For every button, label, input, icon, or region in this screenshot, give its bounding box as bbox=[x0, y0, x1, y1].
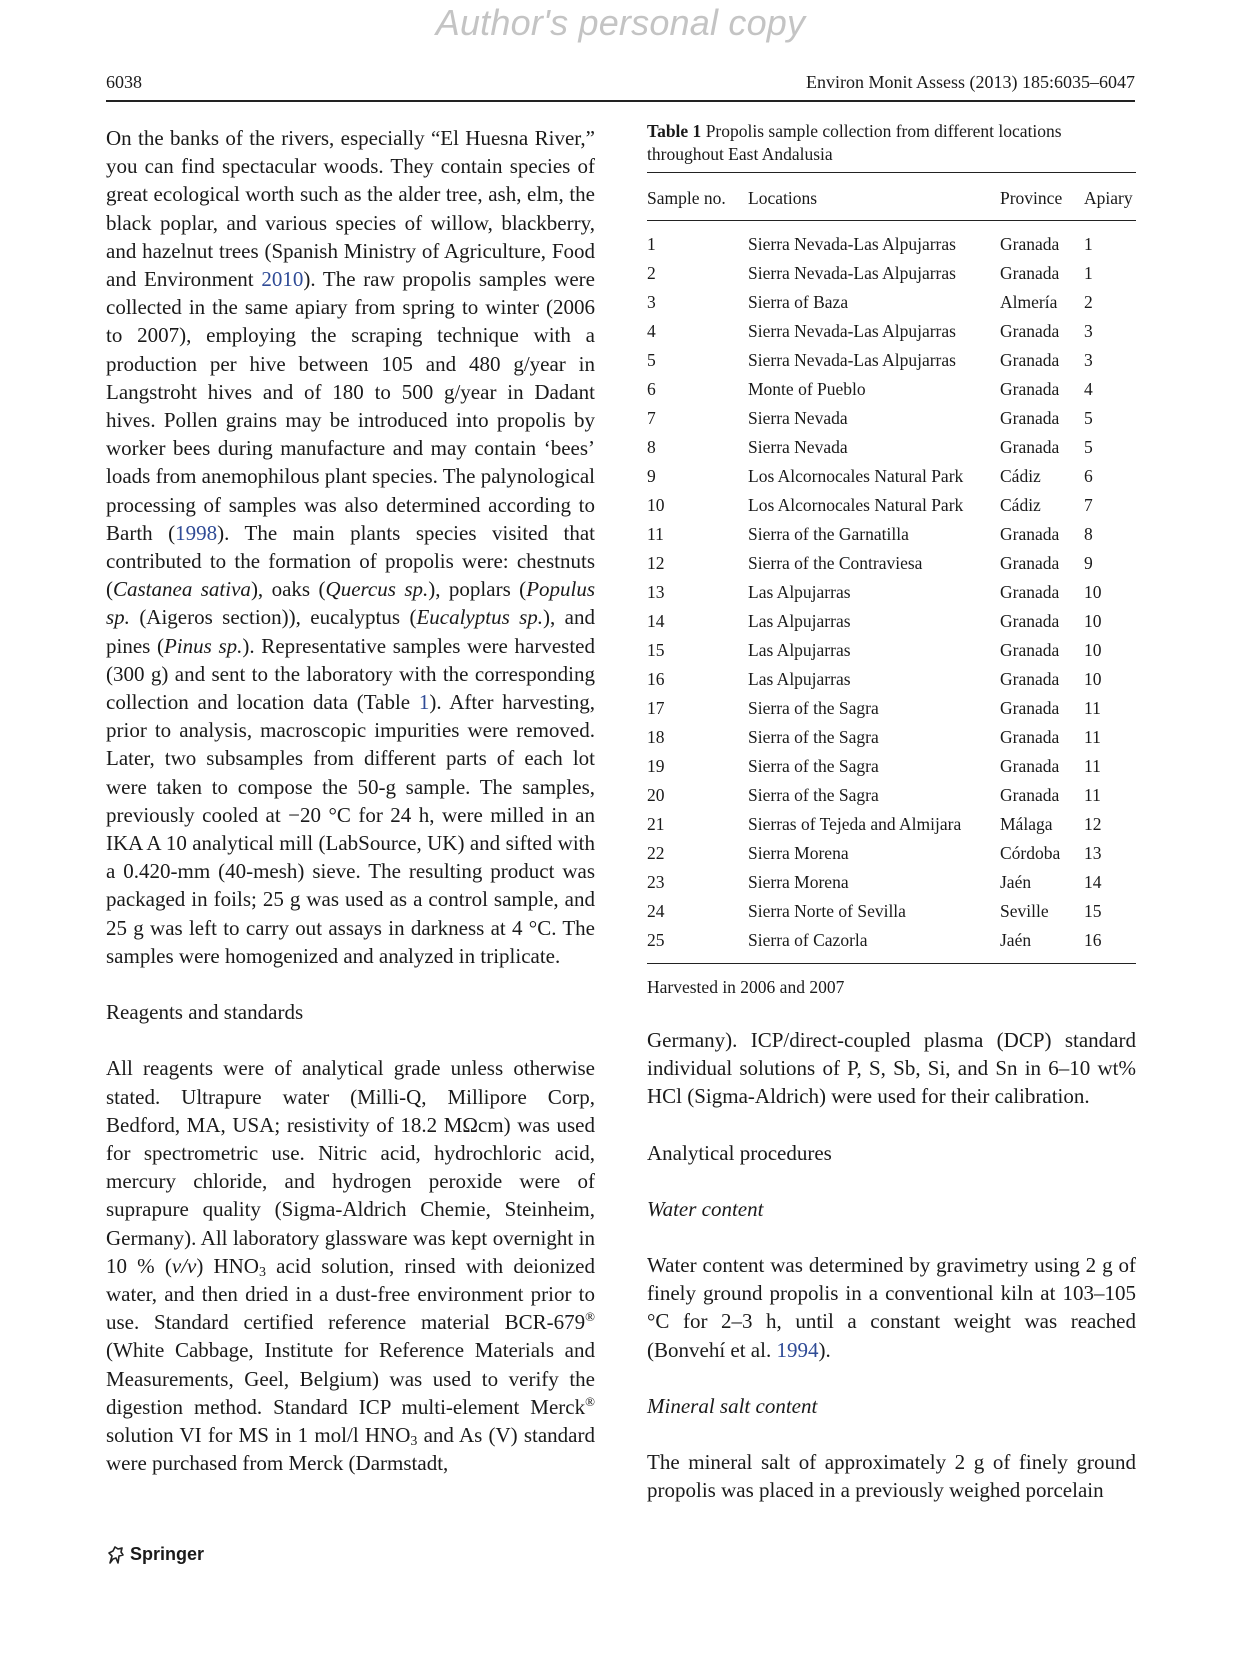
cell-province: Almería bbox=[1000, 292, 1058, 312]
paragraph-reagents: All reagents were of analytical grade unless otherwise stated. Ultrapure water (Milli-Q, Millipore Corp, Bedford, MA, USA; resistivity of 18.2 MΩcm) was used for spectrometric use. Nitric acid, hydrochloric acid, mercury chloride, and hydrogen peroxide were of suprapure quality (Sigma-Aldrich Chemie, Steinheim, Germany). All laboratory glassware was kept overnight in 10 % (v/v) $HNO_3$ acid solution, rinsed with deionized water, and then dried in a dust-free environment prior to use. Standard certified reference material BCR-679® (White Cabbage, Institute for Reference Materials and Measurements, Geel, Belgium) was used to verify the digestion method. Standard ICP multi-element Merck® solution VI for MS in 1 mol/l $HNO_3$ and As (V) standard were purchased from Merck (Darmstadt, bbox=[106, 1056, 595, 1476]
cell-apiary: 14 bbox=[1084, 872, 1102, 892]
cell-province: Granada bbox=[1000, 263, 1060, 283]
cell-province: Granada bbox=[1000, 408, 1060, 428]
cell-sample-no: 19 bbox=[647, 756, 665, 776]
cell-sample-no: 12 bbox=[647, 553, 665, 573]
cell-sample-no: 9 bbox=[647, 466, 656, 486]
cell-location: Los Alcornocales Natural Park bbox=[748, 466, 964, 486]
species-name: Castanea sativa bbox=[113, 577, 251, 602]
table-row bbox=[647, 375, 1136, 404]
cell-location: Sierra of the Sagra bbox=[748, 727, 879, 747]
cell-apiary: 12 bbox=[1084, 814, 1102, 834]
table-rule-top bbox=[647, 172, 1136, 173]
cell-province: Seville bbox=[1000, 901, 1049, 921]
table-footnote: Harvested in 2006 and 2007 bbox=[647, 977, 845, 997]
table-row bbox=[647, 549, 1136, 578]
cell-sample-no: 11 bbox=[647, 524, 664, 544]
table-row bbox=[647, 491, 1136, 520]
cell-location: Sierra Norte of Sevilla bbox=[748, 901, 906, 921]
table-row bbox=[647, 317, 1136, 346]
species-name: Quercus sp. bbox=[325, 577, 429, 602]
cell-apiary: 10 bbox=[1084, 669, 1102, 689]
paragraph-study-area: On the banks of the rivers, especially “El Huesna River,” you can find spectacular woods. They contain species of great ecological worth such as the alder tree, ash, elm, the black poplar, and various species of willow, blackberry, and hazelnut trees (Spanish Ministry of Agriculture, Food and Environment 2010). The raw propolis samples were collected in the same apiary from spring to winter (2006 to 2007), employing the scraping technique with a production per hive between 105 and 480 g/year in Langstroht hives and of 180 to 500 g/year in Dadant hives. Pollen grains may be introduced into propolis by worker bees during manufacture and may contain ‘bees’ loads from anemophilous plant species. The palynological processing of samples was also determined according to Barth (1998). The main plants species visited that contributed to the formation of propolis were: chestnuts (Castanea sativa), oaks (Quercus sp.), poplars (Populus sp. (Aigeros section)), eucalyptus (Eucalyptus sp.), and pines (Pinus sp.). Representative samples were harvested (300 g) and sent to the laboratory with the corresponding collection and location data (Table 1). After harvesting, prior to analysis, macroscopic impurities were removed. Later, two subsamples from different parts of each lot were taken to compose the 50-g sample. The samples, previously cooled at −20 °C for 24 h, were milled in an IKA A 10 analytical mill (LabSource, UK) and sifted with a 0.420-mm (40-mesh) sieve. The resulting product was packaged in foils; 25 g was used as a control sample, and 25 g was left to carry out assays in darkness at 4 °C. The samples were homogenized and analyzed in triplicate. bbox=[106, 126, 596, 968]
cell-sample-no: 5 bbox=[647, 350, 656, 370]
paragraph-water-content: Water content was determined by gravimetry using 2 g of finely ground propolis in a conventional kiln at 103–105 °C for 2–3 h, until a constant weight was reached (Bonvehí et al. 1994). bbox=[647, 1253, 1136, 1362]
cell-sample-no: 20 bbox=[647, 785, 665, 805]
cell-location: Las Alpujarras bbox=[748, 582, 851, 602]
cell-sample-no: 8 bbox=[647, 437, 656, 457]
cell-province: Jaén bbox=[1000, 872, 1032, 892]
cell-location: Sierra of the Sagra bbox=[748, 756, 879, 776]
page-number: 6038 bbox=[106, 72, 142, 92]
cell-sample-no: 6 bbox=[647, 379, 656, 399]
cell-location: Sierra Morena bbox=[748, 843, 849, 863]
cell-province: Granada bbox=[1000, 524, 1060, 544]
journal-citation: Environ Monit Assess (2013) 185:6035–6047 bbox=[805, 72, 1135, 92]
cell-province: Córdoba bbox=[1000, 843, 1061, 863]
cell-apiary: 1 bbox=[1084, 263, 1093, 283]
left-column bbox=[106, 124, 595, 1477]
cell-sample-no: 2 bbox=[647, 263, 656, 283]
table-row bbox=[647, 433, 1136, 462]
cell-province: Granada bbox=[1000, 669, 1060, 689]
paragraph-mineral-salt: The mineral salt of approximately 2 g of finely ground propolis was placed in a previously weighed porcelain bbox=[647, 1450, 1136, 1503]
table-rule-mid bbox=[647, 220, 1136, 221]
table-row bbox=[647, 346, 1136, 375]
cell-sample-no: 7 bbox=[647, 408, 656, 428]
table-row bbox=[647, 578, 1136, 607]
column-header-apiary: Apiary bbox=[1084, 187, 1133, 208]
cell-apiary: 5 bbox=[1084, 437, 1093, 457]
table-link[interactable]: 1 bbox=[418, 690, 430, 715]
cell-apiary: 6 bbox=[1084, 466, 1093, 486]
cell-province: Granada bbox=[1000, 582, 1060, 602]
cell-apiary: 16 bbox=[1084, 930, 1102, 950]
section-heading-reagents: Reagents and standards bbox=[106, 1000, 304, 1025]
table-row bbox=[647, 462, 1136, 491]
citation-link[interactable]: 1998 bbox=[175, 520, 218, 545]
cell-apiary: 11 bbox=[1084, 727, 1101, 747]
table-row bbox=[647, 520, 1136, 549]
cell-province: Granada bbox=[1000, 698, 1060, 718]
springer-horse-icon bbox=[106, 1545, 126, 1565]
cell-location: Monte of Pueblo bbox=[748, 379, 866, 399]
table-rule-bottom bbox=[647, 963, 1136, 964]
cell-province: Granada bbox=[1000, 379, 1060, 399]
cell-province: Granada bbox=[1000, 611, 1060, 631]
cell-location: Sierra of Baza bbox=[748, 292, 849, 312]
column-header-province: Province bbox=[1000, 187, 1063, 208]
cell-province: Granada bbox=[1000, 727, 1060, 747]
table-row bbox=[647, 665, 1136, 694]
cell-sample-no: 23 bbox=[647, 872, 665, 892]
cell-apiary: 10 bbox=[1084, 640, 1102, 660]
cell-apiary: 9 bbox=[1084, 553, 1093, 573]
table-row bbox=[647, 607, 1136, 636]
cell-location: Las Alpujarras bbox=[748, 669, 851, 689]
cell-sample-no: 14 bbox=[647, 611, 665, 631]
cell-apiary: 4 bbox=[1084, 379, 1093, 399]
cell-sample-no: 17 bbox=[647, 698, 665, 718]
cell-apiary: 2 bbox=[1084, 292, 1093, 312]
cell-location: Sierra Morena bbox=[748, 872, 849, 892]
cell-sample-no: 22 bbox=[647, 843, 665, 863]
table-row bbox=[647, 868, 1136, 897]
cell-apiary: 8 bbox=[1084, 524, 1093, 544]
watermark: Author's personal copy bbox=[435, 2, 806, 43]
table-row bbox=[647, 288, 1136, 317]
cell-location: Las Alpujarras bbox=[748, 611, 851, 631]
cell-location: Sierra of the Contraviesa bbox=[748, 553, 923, 573]
cell-apiary: 5 bbox=[1084, 408, 1093, 428]
cell-sample-no: 4 bbox=[647, 321, 656, 341]
cell-sample-no: 25 bbox=[647, 930, 665, 950]
table-row bbox=[647, 810, 1136, 839]
cell-province: Granada bbox=[1000, 437, 1060, 457]
cell-apiary: 10 bbox=[1084, 611, 1102, 631]
publisher-name: Springer bbox=[130, 1544, 205, 1564]
cell-location: Sierra Nevada-Las Alpujarras bbox=[748, 350, 956, 370]
cell-apiary: 3 bbox=[1084, 321, 1093, 341]
cell-sample-no: 13 bbox=[647, 582, 665, 602]
cell-apiary: 13 bbox=[1084, 843, 1102, 863]
cell-location: Sierra of the Sagra bbox=[748, 785, 879, 805]
cell-sample-no: 10 bbox=[647, 495, 665, 515]
cell-location: Sierra Nevada bbox=[748, 408, 848, 428]
cell-province: Granada bbox=[1000, 640, 1060, 660]
cell-sample-no: 16 bbox=[647, 669, 665, 689]
cell-location: Sierra of the Sagra bbox=[748, 698, 879, 718]
publisher-logo bbox=[106, 1544, 204, 1565]
subheading-water-content: Water content bbox=[647, 1196, 764, 1221]
table-header bbox=[647, 185, 1136, 211]
cell-apiary: 7 bbox=[1084, 495, 1093, 515]
cell-province: Jaén bbox=[1000, 930, 1032, 950]
cell-province: Cádiz bbox=[1000, 466, 1041, 486]
table-row bbox=[647, 897, 1136, 926]
table-row bbox=[647, 636, 1136, 665]
cell-location: Los Alcornocales Natural Park bbox=[748, 495, 964, 515]
citation-link[interactable]: 2010 bbox=[261, 267, 304, 292]
table-row bbox=[647, 723, 1136, 752]
cell-province: Granada bbox=[1000, 321, 1060, 341]
header-rule bbox=[106, 100, 1135, 102]
cell-sample-no: 18 bbox=[647, 727, 665, 747]
cell-sample-no: 1 bbox=[647, 234, 656, 254]
cell-apiary: 11 bbox=[1084, 785, 1101, 805]
cell-sample-no: 21 bbox=[647, 814, 665, 834]
table-row bbox=[647, 781, 1136, 810]
cell-province: Granada bbox=[1000, 350, 1060, 370]
cell-province: Granada bbox=[1000, 234, 1060, 254]
cell-province: Cádiz bbox=[1000, 495, 1041, 515]
species-name: Populus sp. bbox=[106, 577, 596, 630]
column-header-sample: Sample no. bbox=[647, 187, 726, 208]
subheading-mineral-salt: Mineral salt content bbox=[647, 1393, 818, 1418]
table-caption: Table 1 Propolis sample collection from different locations throughout East Andalusia bbox=[647, 121, 1062, 164]
cell-location: Sierra of Cazorla bbox=[748, 930, 868, 950]
right-column bbox=[647, 1026, 1136, 1504]
table-row bbox=[647, 926, 1136, 955]
cell-location: Las Alpujarras bbox=[748, 640, 851, 660]
cell-location: Sierra Nevada-Las Alpujarras bbox=[748, 321, 956, 341]
cell-province: Granada bbox=[1000, 553, 1060, 573]
cell-sample-no: 15 bbox=[647, 640, 665, 660]
cell-apiary: 11 bbox=[1084, 756, 1101, 776]
table-row bbox=[647, 230, 1136, 259]
cell-location: Sierras of Tejeda and Almijara bbox=[748, 814, 962, 834]
cell-apiary: 15 bbox=[1084, 901, 1102, 921]
cell-location: Sierra of the Garnatilla bbox=[748, 524, 909, 544]
section-heading-procedures: Analytical procedures bbox=[647, 1140, 832, 1165]
column-header-locations: Locations bbox=[748, 187, 818, 208]
citation-link[interactable]: 1994 bbox=[776, 1337, 819, 1362]
cell-apiary: 11 bbox=[1084, 698, 1101, 718]
cell-sample-no: 24 bbox=[647, 901, 665, 921]
species-name: Pinus sp. bbox=[163, 633, 243, 658]
table-row bbox=[647, 404, 1136, 433]
table-row bbox=[647, 694, 1136, 723]
cell-apiary: 1 bbox=[1084, 234, 1093, 254]
table-row bbox=[647, 839, 1136, 868]
cell-location: Sierra Nevada bbox=[748, 437, 848, 457]
cell-province: Granada bbox=[1000, 785, 1060, 805]
table-row bbox=[647, 752, 1136, 781]
cell-province: Granada bbox=[1000, 756, 1060, 776]
table-row bbox=[647, 259, 1136, 288]
cell-sample-no: 3 bbox=[647, 292, 656, 312]
cell-location: Sierra Nevada-Las Alpujarras bbox=[748, 234, 956, 254]
cell-apiary: 3 bbox=[1084, 350, 1093, 370]
cell-apiary: 10 bbox=[1084, 582, 1102, 602]
paragraph-standards-cont: Germany). ICP/direct-coupled plasma (DCP) standard individual solutions of P, S, Sb, Si, and Sn in 6–10 wt% HCl (Sigma-Aldrich) were used for their calibration. bbox=[647, 1028, 1136, 1109]
species-name: Eucalyptus sp. bbox=[416, 605, 544, 630]
table-body bbox=[647, 230, 1136, 955]
cell-location: Sierra Nevada-Las Alpujarras bbox=[748, 263, 956, 283]
cell-province: Málaga bbox=[1000, 814, 1053, 834]
